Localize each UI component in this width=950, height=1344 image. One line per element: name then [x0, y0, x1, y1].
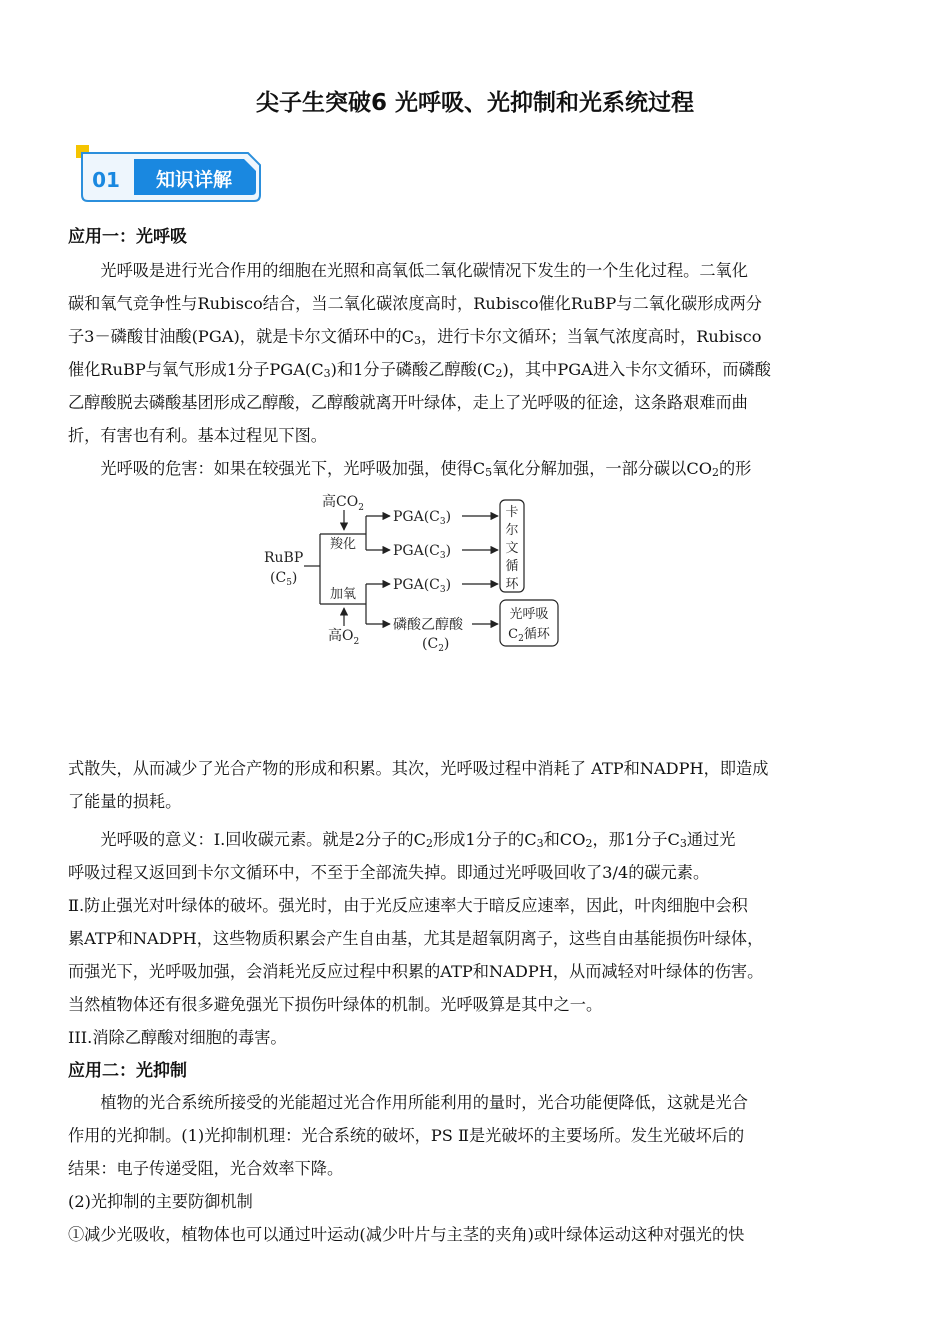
label-c5: $(C_5)$: [270, 570, 298, 588]
calvin-char: 尔: [505, 523, 519, 538]
paragraph-photorespiration-intro: [68, 254, 880, 485]
label-high-o2: 高$O_2$: [328, 628, 360, 647]
calvin-char: 文: [505, 541, 519, 556]
label-photorespiration: 光呼吸: [509, 607, 549, 622]
text-line: 而强光下，光呼吸加强，会消耗光反应过程中积累的ATP和NADPH，从而减轻对叶绿体的伤害。: [68, 962, 764, 981]
label-rubp: RuBP: [264, 550, 304, 566]
text-line: (2)光抑制的主要防御机制: [68, 1192, 253, 1211]
section-heading-photorespiration: 应用一：光呼吸: [68, 227, 187, 247]
text-line: 作用的光抑制。(1)光抑制机理：光合系统的破坏，PS Ⅱ是光破坏的主要场所。发生光破坏后的: [68, 1126, 745, 1145]
text-line: 当然植物体还有很多避免强光下损伤叶绿体的机制。光呼吸算是其中之一。: [68, 995, 603, 1014]
text-line: 植物的光合系统所接受的光能超过光合作用所能利用的量时，光合功能便降低，这就是光合: [100, 1093, 748, 1112]
calvin-char: 环: [505, 577, 519, 592]
label-c2-cycle: $C_2$循环: [508, 627, 550, 644]
text-line: 呼吸过程又返回到卡尔文循环中，不至于全部流失掉。即通过光呼吸回收了3/4的碳元素。: [68, 863, 710, 882]
text-line: 了能量的损耗。: [68, 792, 182, 811]
label-c2: $(C_2)$: [422, 636, 450, 654]
calvin-char: 循: [505, 559, 519, 574]
text-line: 乙醇酸脱去磷酸基团形成乙醇酸，乙醇酸就离开叶绿体，走上了光呼吸的征途，这条路艰难而曲: [68, 393, 748, 412]
text-line: 光呼吸的意义：Ⅰ.回收碳元素。就是2分子的$C_2$形成1分子的$C_3$和$CO_2$，那1分子$C_3$通过光: [100, 830, 736, 850]
label-pga-3: $PGA(C_3)$: [393, 577, 452, 595]
paragraph-photorespiration-significance: [68, 823, 880, 1054]
page-title: 尖子生突破6 光呼吸、光抑制和光系统过程: [255, 90, 694, 116]
label-phosphoglycolate: 磷酸乙醇酸: [393, 617, 463, 633]
badge-label: 知识详解: [155, 169, 233, 191]
label-high-co2: 高$CO_2$: [322, 494, 364, 513]
text-line: 式散失，从而减少了光合产物的形成和积累。其次，光呼吸过程中消耗了 ATP和NADPH，即造成: [68, 759, 769, 778]
text-line: 碳和氧气竞争性与Rubisco结合，当二氧化碳浓度高时，Rubisco催化RuBP与二氧化碳形成两分: [68, 294, 762, 313]
label-carboxylation: 羧化: [330, 537, 357, 552]
text-line: 光呼吸的危害：如果在较强光下，光呼吸加强，使得$C_5$氧化分解加强，一部分碳以$CO_2$的形: [100, 459, 752, 479]
text-line: 子3－磷酸甘油酸(PGA)，就是卡尔文循环中的$C_3$，进行卡尔文循环；当氧气浓度高时，Rubisco: [68, 327, 762, 347]
label-pga-2: $PGA(C_3)$: [393, 543, 452, 561]
text-line: 累ATP和NADPH，这些物质积累会产生自由基，尤其是超氧阴离子，这些自由基能损伤叶绿体，: [68, 929, 764, 948]
text-line: 结果：电子传递受阻，光合效率下降。: [68, 1159, 344, 1178]
text-line: III.消除乙醇酸对细胞的毒害。: [68, 1028, 287, 1047]
paragraph-photorespiration-harm: [68, 752, 880, 818]
text-line: Ⅱ.防止强光对叶绿体的破坏。强光时，由于光反应速率大于暗反应速率，因此，叶肉细胞中会积: [68, 896, 748, 915]
text-line: 催化RuBP与氧气形成1分子$PGA(C_3)$和1分子磷酸乙醇酸$(C_2)$，其中PGA进入卡尔文循环，而磷酸: [68, 360, 771, 380]
photorespiration-diagram: [256, 486, 566, 656]
calvin-char: 卡: [505, 505, 519, 520]
text-line: 折，有害也有利。基本过程见下图。: [68, 426, 327, 445]
badge-number: 01: [92, 168, 120, 192]
text-line: ①减少光吸收，植物体也可以通过叶运动(减少叶片与主茎的夹角)或叶绿体运动这种对强光的快: [68, 1225, 745, 1244]
text-line: 光呼吸是进行光合作用的细胞在光照和高氧低二氧化碳情况下发生的一个生化过程。二氧化: [100, 261, 748, 280]
label-pga-1: $PGA(C_3)$: [393, 509, 452, 527]
paragraph-photoinhibition: [68, 1086, 880, 1251]
label-oxygenation: 加氧: [330, 587, 357, 602]
section-heading-photoinhibition: 应用二：光抑制: [68, 1061, 187, 1081]
section-badge: [76, 145, 262, 205]
